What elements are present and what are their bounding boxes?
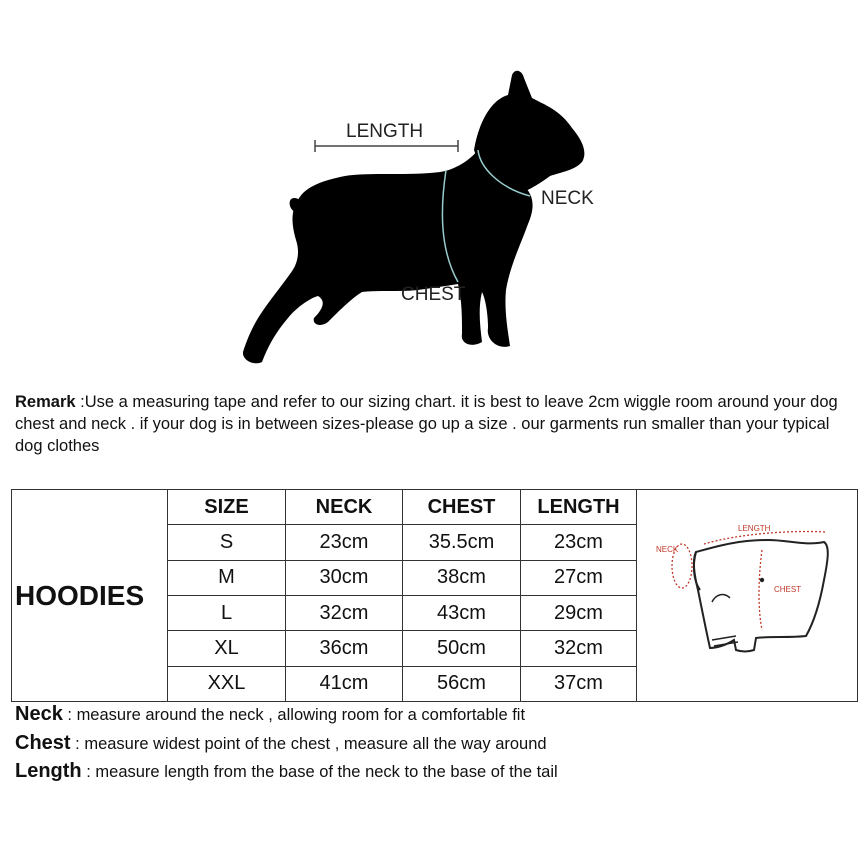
category-label: HOODIES (12, 490, 168, 702)
definition-length (15, 760, 855, 789)
table-header-row (12, 490, 858, 525)
cell-chest: 38cm (403, 560, 521, 595)
definition-text: : measure around the neck , allowing room for a comfortable fit (62, 706, 526, 724)
diagram-chest-label: CHEST (773, 585, 801, 594)
definition-text: : measure length from the base of the neck to the base of the tail (81, 763, 558, 781)
chest-label: CHEST (401, 284, 466, 305)
definition-chest (15, 732, 855, 761)
cell-length: 29cm (521, 595, 637, 630)
diagram-chest-dot (759, 578, 763, 582)
measurement-definitions (15, 703, 855, 789)
dog-measurement-figure (0, 0, 867, 380)
cell-length: 27cm (521, 560, 637, 595)
hoodie-diagram-cell (637, 490, 858, 702)
length-label: LENGTH (346, 121, 424, 142)
header-length: LENGTH (521, 490, 637, 525)
cell-neck: 32cm (286, 595, 403, 630)
definition-text: : measure widest point of the chest , measure all the way around (70, 734, 547, 753)
cell-neck: 41cm (286, 666, 403, 701)
definition-term: Neck (15, 703, 63, 725)
cell-size: S (168, 525, 286, 560)
hoodie-sleeve (712, 595, 730, 602)
cell-size: L (168, 595, 286, 630)
cell-length: 32cm (521, 631, 637, 666)
remark-paragraph (15, 391, 845, 457)
cell-size: XXL (168, 666, 286, 701)
diagram-length-line (704, 532, 826, 545)
diagram-length-label: LENGTH (737, 524, 770, 533)
cell-chest: 56cm (403, 666, 521, 701)
size-chart-table (11, 489, 858, 702)
definition-term: Length (15, 760, 82, 782)
cell-chest: 35.5cm (403, 525, 521, 560)
cell-length: 37cm (521, 666, 637, 701)
definition-neck (15, 703, 855, 732)
remark-term: Remark (15, 393, 76, 411)
neck-label: NECK (541, 188, 594, 209)
definition-term: Chest (15, 731, 71, 754)
cell-chest: 43cm (403, 595, 521, 630)
hoodie-outline (693, 540, 827, 652)
header-chest: CHEST (403, 490, 521, 525)
diagram-neck-label: NECK (655, 545, 678, 554)
cell-size: XL (168, 631, 286, 666)
diagram-chest-line (759, 550, 762, 630)
hoodie-diagram (638, 490, 857, 695)
hoodie-collar (693, 552, 699, 590)
cell-chest: 50cm (403, 631, 521, 666)
header-neck: NECK (286, 490, 403, 525)
dog-silhouette (243, 71, 584, 364)
cell-neck: 23cm (286, 525, 403, 560)
remark-text: :Use a measuring tape and refer to our sizing chart. it is best to leave 2cm wiggle room around your dog chest and neck . if your dog is in between sizes-please go up a size . our garments run smaller than your typical dog clothes (15, 393, 838, 455)
cell-neck: 36cm (286, 631, 403, 666)
cell-size: M (168, 560, 286, 595)
header-size: SIZE (168, 490, 286, 525)
cell-length: 23cm (521, 525, 637, 560)
cell-neck: 30cm (286, 560, 403, 595)
